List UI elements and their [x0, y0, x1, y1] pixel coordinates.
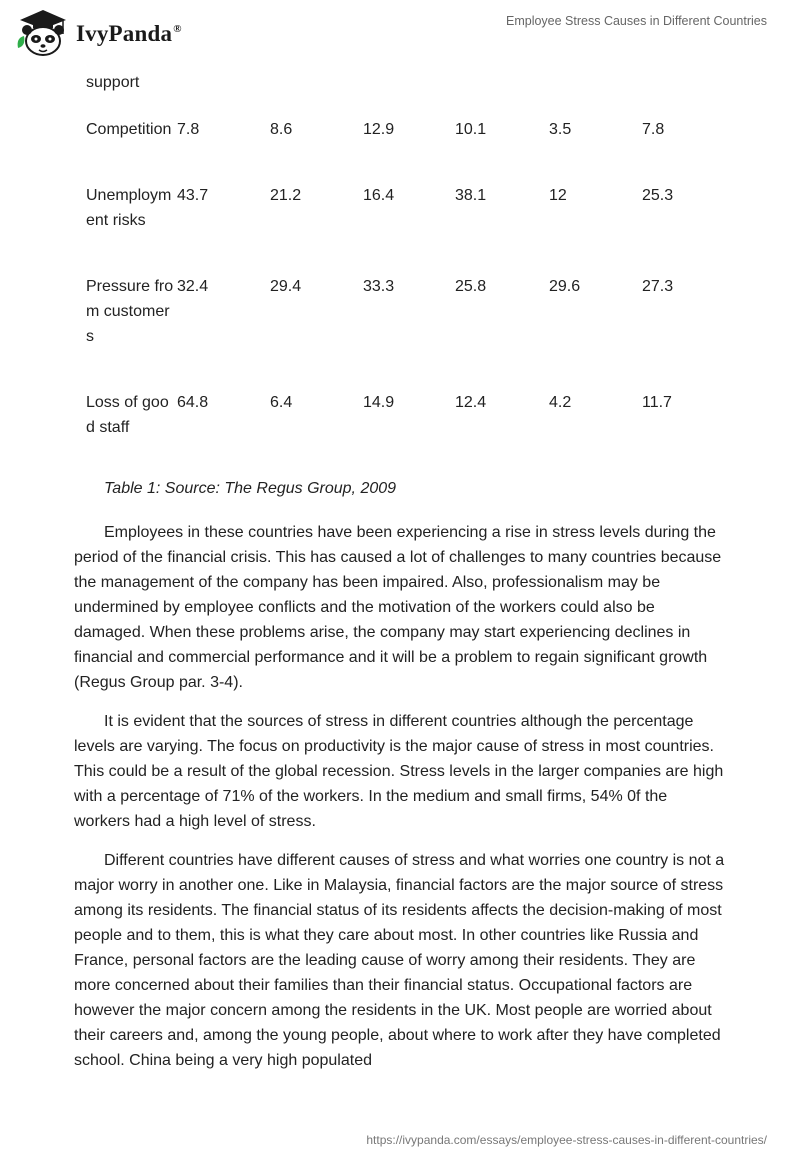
- table-cell: 21.2: [270, 187, 302, 204]
- stress-causes-table: [86, 70, 726, 465]
- source-url[interactable]: https://ivypanda.com/essays/employee-stress-causes-in-different-countries/: [366, 1133, 767, 1147]
- table-cell: 33.3: [363, 278, 395, 295]
- table-cell: 3.5: [549, 121, 572, 138]
- paragraph: Different countries have different causes of stress and what worries one country is not a major worry in another one. Like in Malaysia, financial factors are the major source of stress among its residents. The financial status of its residents affects the decision-making of most people and to them, this is what they care about most. In other countries like Russia and France, personal factors are the leading cause of worry among their residents. They are more concerned about their families than their financial status. Occupational factors are however the major concern among the residents in the UK. Most people are worried about their careers and, among the young people, about where to work after they have completed school. China being a very high populated: [74, 852, 725, 1069]
- table-cell: 16.4: [363, 187, 395, 204]
- table-cell: 29.6: [549, 278, 581, 295]
- paragraph: It is evident that the sources of stress in different countries although the percentage levels are varying. The focus on productivity is the major cause of stress in most countries. This could be a result of the global recession. Stress levels in the larger companies are high with a percentage of 71% of the workers. In the medium and small firms, 54% 0f the workers had a high level of stress.: [74, 713, 724, 830]
- table-cell: 32.4: [177, 278, 209, 295]
- table-cell: 43.7: [177, 187, 209, 204]
- table-cell: 25.8: [455, 278, 487, 295]
- logo[interactable]: [14, 8, 194, 60]
- table-row: [86, 274, 726, 390]
- page-header: [0, 0, 800, 70]
- table-cell: 27.3: [642, 278, 674, 295]
- table-cell: 29.4: [270, 278, 302, 295]
- document-title: Employee Stress Causes in Different Countries: [506, 14, 767, 28]
- row-label: Competition: [86, 121, 172, 138]
- table-row: [86, 117, 726, 183]
- table-row: [86, 70, 726, 117]
- table-cell: 7.8: [177, 121, 200, 138]
- panda-graduate-icon: [14, 8, 72, 60]
- table-cell: 8.6: [270, 121, 293, 138]
- row-label: Loss of good staff: [86, 394, 169, 436]
- table-cell: 6.4: [270, 394, 293, 411]
- table-cell: 11.7: [642, 394, 672, 411]
- paragraph: Employees in these countries have been experiencing a rise in stress levels during the period of the financial crisis. This has caused a lot of challenges to many countries because the management of the company has been impaired. Also, professionalism may be undermined by employee conflicts and the motivation of the workers could also be damaged. When these problems arise, the company may start experiencing declines in financial and commercial performance and it will be a problem to regain significant growth (Regus Group par. 3-4).: [74, 524, 722, 691]
- table-cell: 12.4: [455, 394, 487, 411]
- table-cell: 10.1: [455, 121, 487, 138]
- table-cell: 25.3: [642, 187, 674, 204]
- row-label: Unemployment risks: [86, 187, 172, 229]
- table-cell: 12: [549, 187, 567, 204]
- table-row: [86, 390, 726, 465]
- table-cell: 7.8: [642, 121, 665, 138]
- table-cell: 14.9: [363, 394, 395, 411]
- table-cell: 12.9: [363, 121, 395, 138]
- row-label: Pressure from customers: [86, 278, 174, 345]
- table-cell: 38.1: [455, 187, 487, 204]
- table-cell: 4.2: [549, 394, 572, 411]
- table-cell: 64.8: [177, 394, 209, 411]
- table-caption: Table 1: Source: The Regus Group, 2009: [104, 480, 397, 497]
- logo-text: IvyPanda®: [76, 21, 182, 46]
- table-row: [86, 183, 726, 274]
- row-label: support: [86, 74, 140, 91]
